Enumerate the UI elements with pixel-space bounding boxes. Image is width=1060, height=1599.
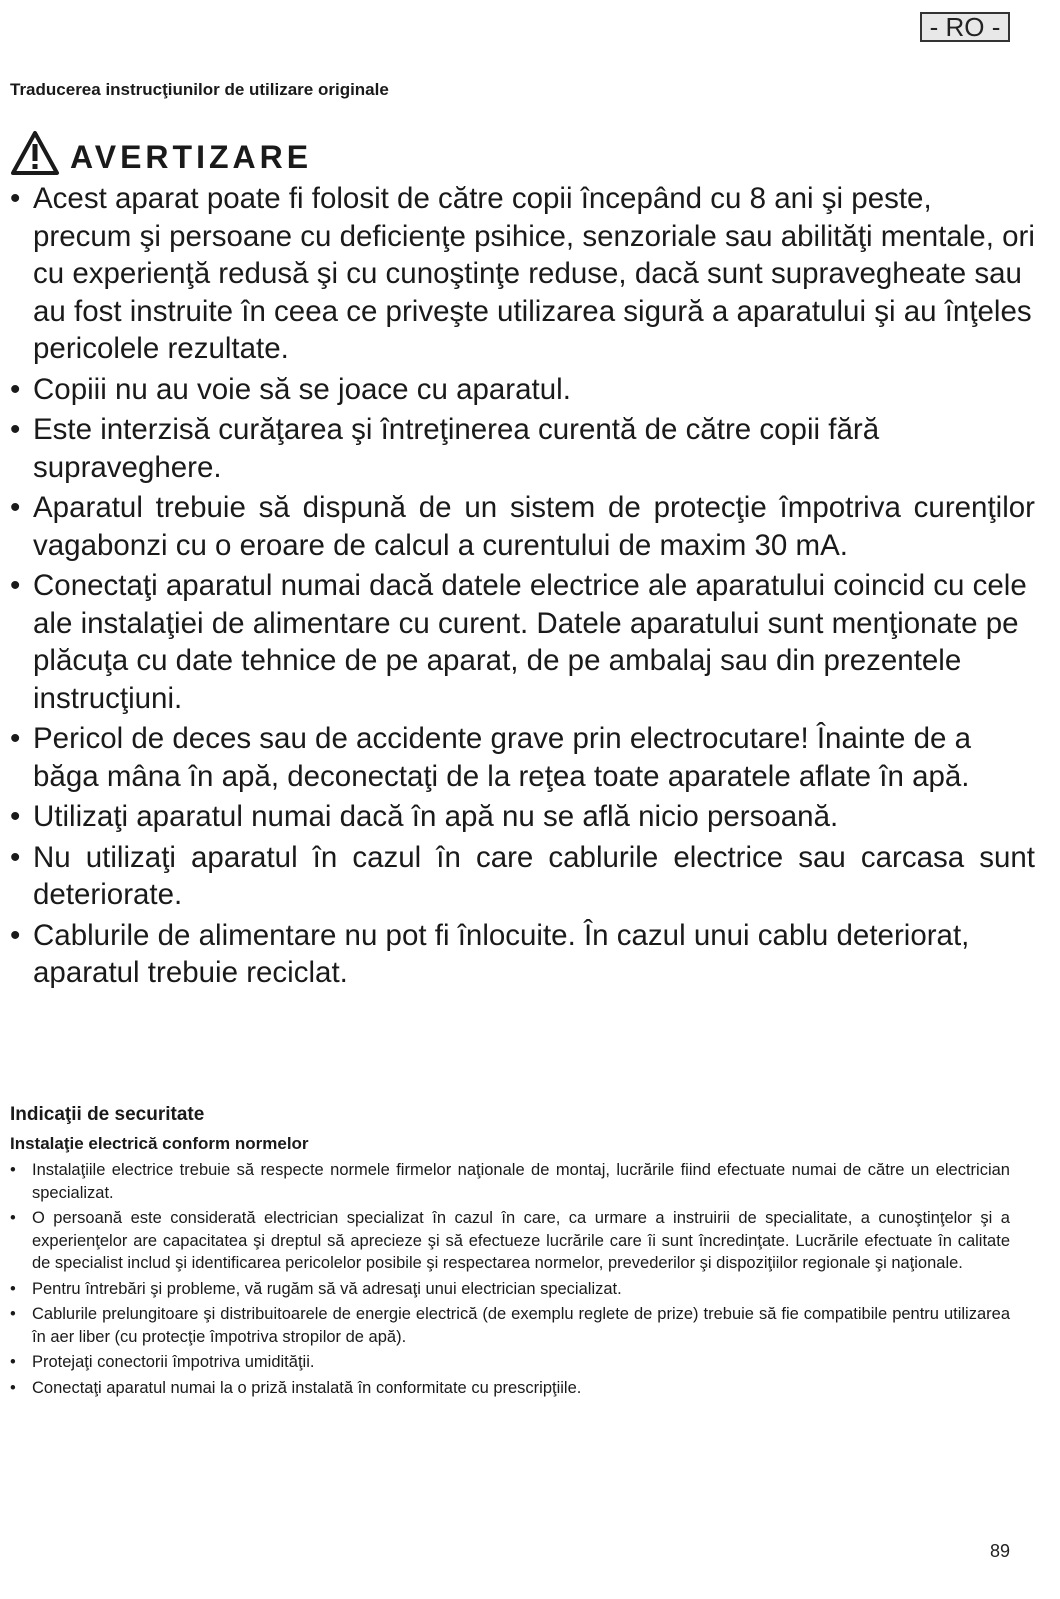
warning-item: • Pericol de deces sau de accidente grave prin electrocutare! Înainte de a băga mâna în apă, deconectaţi de la reţea toate aparatele aflate în apă.: [10, 722, 972, 793]
document-subtitle: Traducerea instrucţiunilor de utilizare originale: [10, 80, 389, 99]
warning-list: [10, 180, 1035, 995]
warning-header: [10, 120, 312, 176]
safety-item: • Instalaţiile electrice trebuie să respecte normele firmelor naţionale de montaj, lucrările fiind efectuate numai de către un electrician specializat.: [10, 1161, 1010, 1202]
warning-item: • Conectaţi aparatul numai dacă datele electrice ale aparatului coincid cu cele ale instalaţiei de alimentare cu curent. Datele aparatului sunt menţionate pe plăcuţa cu date tehnice de pe aparat, de pe ambalaj sau din prezentele instrucţiuni.: [10, 569, 1027, 715]
safety-item: • O persoană este considerată electrician specializat în cazul în care, ca urmare a instruirii de specialitate, a cunoştinţelor şi a experienţelor are capacitatea şi dreptul să aprecieze şi să efectueze lucrările care îi sunt încredinţate. Lucrările efectuate în calitate de specialist includ şi identificarea pericolelor posibile şi respectarea normelor, prevederilor şi dispoziţiilor regionale şi naţionale.: [10, 1209, 1010, 1272]
warning-item: • Este interzisă curăţarea şi întreţinerea curentă de către copii fără supraveghere.: [10, 413, 880, 484]
safety-item: • Conectaţi aparatul numai la o priză instalată în conformitate cu prescripţiile.: [10, 1378, 582, 1397]
safety-item: • Cablurile prelungitoare şi distribuitoarele de energie electrică (de exemplu reglete de prize) trebuie să fie compatibile pentru utilizarea în aer liber (cu protecţie împotriva stropilor de apă).: [10, 1305, 1010, 1346]
safety-item: • Pentru întrebări şi probleme, vă rugăm să vă adresaţi unui electrician specializat.: [10, 1279, 622, 1298]
warning-item: • Acest aparat poate fi folosit de către copii începând cu 8 ani şi peste, precum şi persoane cu deficienţe psihice, senzoriale sau abilităţi mentale, ori cu experienţă redusă şi cu cunoştinţe reduse, dacă sunt supravegheate sau au fost instruite în ceea ce priveşte utilizarea sigură a aparatului şi au înţeles pericolele rezultate.: [10, 182, 1035, 365]
safety-item: • Protejaţi conectorii împotriva umidităţii.: [10, 1353, 315, 1371]
safety-heading: Indicaţii de securitate: [10, 1104, 205, 1125]
warning-item: • Nu utilizaţi aparatul în cazul în care cablurile electrice sau carcasa sunt deteriorate.: [10, 840, 1035, 911]
page-number: 89: [990, 1541, 1011, 1561]
safety-list: [10, 1159, 1010, 1402]
warning-item: • Aparatul trebuie să dispună de un sistem de protecţie împotriva curenţilor vagabonzi cu o eroare de calcul a curentului de maxim 30 mA.: [10, 491, 1035, 562]
warning-title: AVERTIZARE: [70, 139, 313, 175]
warning-item: • Utilizaţi aparatul numai dacă în apă nu se află nicio persoană.: [10, 800, 839, 833]
safety-subheading: Instalaţie electrică conform normelor: [10, 1134, 309, 1153]
warning-item: • Copiii nu au voie să se joace cu aparatul.: [10, 372, 571, 406]
warning-item: • Cablurile de alimentare nu pot fi înlocuite. În cazul unui cablu deteriorat, aparatul trebuie reciclat.: [10, 918, 970, 989]
warning-triangle-icon: [10, 130, 60, 176]
language-tag: - RO -: [920, 12, 1010, 42]
